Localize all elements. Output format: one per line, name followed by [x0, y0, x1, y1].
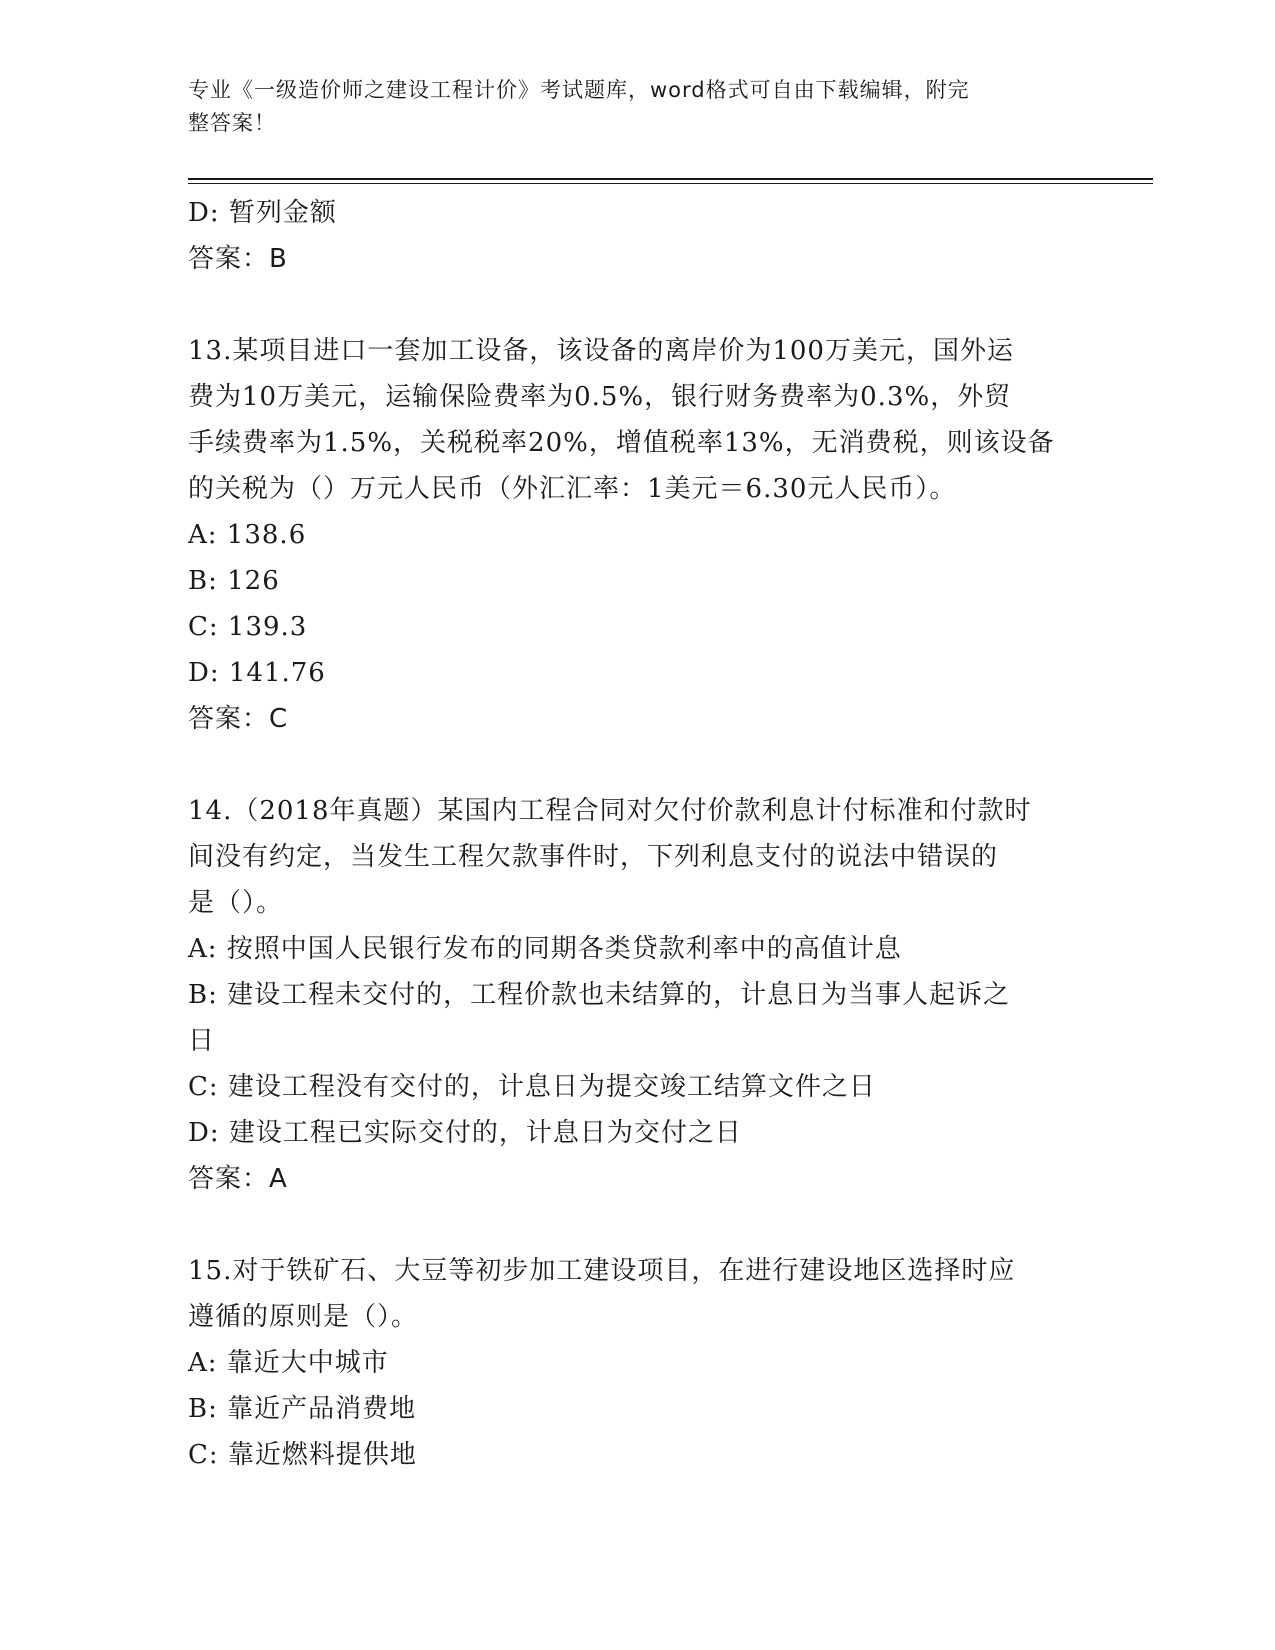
option-b: B: 126 [188, 566, 280, 596]
question-stem-line: 13.某项目进口一套加工设备，该设备的离岸价为100万美元，国外运 [188, 336, 1014, 366]
option-b-line: 日 [188, 1026, 216, 1056]
question-stem-line: 15.对于铁矿石、大豆等初步加工建设项目，在进行建设地区选择时应 [188, 1256, 1016, 1286]
option-a: A: 靠近大中城市 [188, 1348, 389, 1378]
question-13 [188, 328, 1088, 742]
option-b: B: 靠近产品消费地 [188, 1394, 417, 1424]
answer-label: 答案：C [188, 704, 289, 734]
question-stem-line: 费为10万美元，运输保险费率为0.5%，银行财务费率为0.3%，外贸 [188, 382, 1012, 412]
answer-label: 答案：B [188, 244, 288, 274]
option-d: D: 暂列金额 [188, 198, 337, 228]
option-c: C: 建设工程没有交付的，计息日为提交竣工结算文件之日 [188, 1072, 876, 1102]
question-stem-line: 的关税为（）万元人民币（外汇汇率：1美元＝6.30元人民币）。 [188, 474, 957, 504]
question-stem-line: 遵循的原则是（）。 [188, 1302, 419, 1332]
option-a: A: 138.6 [188, 520, 307, 550]
option-a: A: 按照中国人民银行发布的同期各类贷款利率中的高值计息 [188, 934, 902, 964]
option-d: D: 141.76 [188, 658, 326, 688]
option-b-line: B: 建设工程未交付的，工程价款也未结算的，计息日为当事人起诉之 [188, 980, 1011, 1010]
option-c: C: 靠近燃料提供地 [188, 1440, 417, 1470]
option-d: D: 建设工程已实际交付的，计息日为交付之日 [188, 1118, 742, 1148]
question-14 [188, 788, 1088, 1202]
question-stem-line: 14.（2018年真题）某国内工程合同对欠付价款利息计付标准和付款时 [188, 796, 1032, 826]
question-content [188, 190, 1088, 1478]
header-divider-thin [188, 183, 1153, 184]
answer-label: 答案：A [188, 1164, 288, 1194]
question-stem-line: 间没有约定，当发生工程欠款事件时，下列利息支付的说法中错误的 [188, 842, 999, 872]
header-divider-thick [188, 178, 1153, 180]
header-line-2: 整答案！ [188, 111, 276, 135]
page-header [188, 74, 1088, 140]
question-15 [188, 1248, 1088, 1478]
header-line-1: 专业《一级造价师之建设工程计价》考试题库，word格式可自由下载编辑，附完 [188, 78, 970, 102]
question-stem-line: 手续费率为1.5%，关税税率20%，增值税率13%，无消费税，则该设备 [188, 428, 1055, 458]
question-stem-line: 是（）。 [188, 888, 284, 918]
question-12-tail [188, 190, 1088, 282]
option-c: C: 139.3 [188, 612, 308, 642]
